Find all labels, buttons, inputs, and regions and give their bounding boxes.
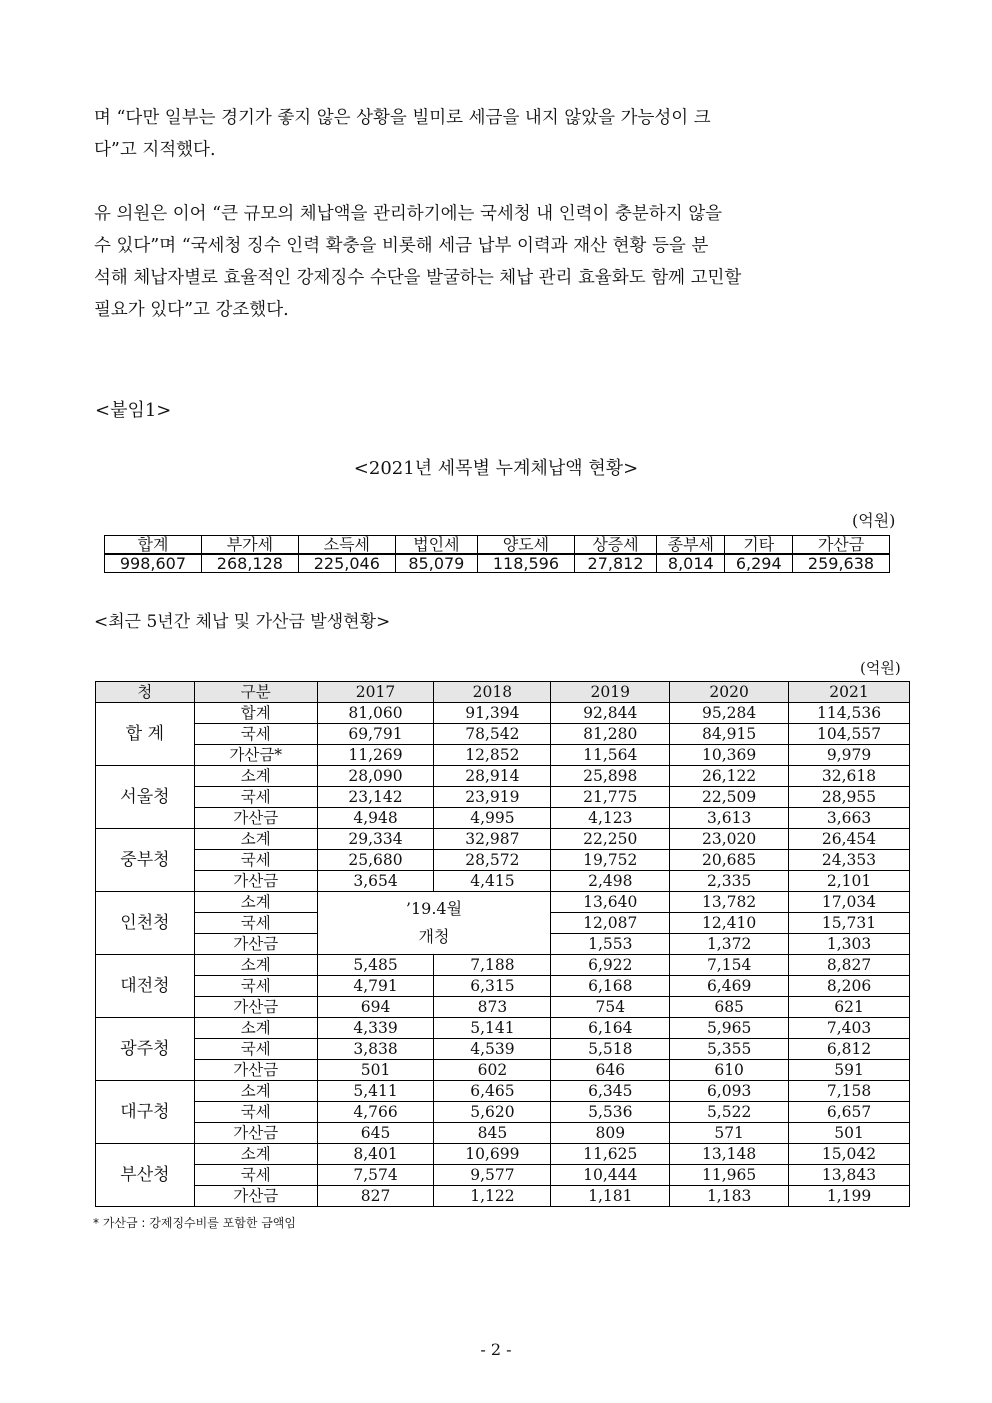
- table-cell: 3,613: [670, 808, 789, 829]
- table-row: [96, 997, 910, 1018]
- table-cell: 591: [789, 1060, 910, 1081]
- table-cell: 92,844: [551, 703, 670, 724]
- table-cell: 10,699: [434, 1144, 551, 1165]
- table-cell: 12,087: [551, 913, 670, 934]
- table-cell: 95,284: [670, 703, 789, 724]
- agency-name: 합 계: [96, 703, 195, 766]
- table-cell: 5,485: [317, 955, 434, 976]
- table1-unit: (억원): [852, 511, 896, 530]
- table-cell: 7,188: [434, 955, 551, 976]
- table-cell: 610: [670, 1060, 789, 1081]
- table-cell: 6,168: [551, 976, 670, 997]
- table-cell: 7,154: [670, 955, 789, 976]
- text-line: 석해 체납자별로 효율적인 강제징수 수단을 발굴하는 체납 관리 효율화도 함께 고민할: [94, 268, 742, 288]
- row-label: 가산금: [194, 808, 317, 829]
- row-label: 국세: [194, 724, 317, 745]
- row-label: 소계: [194, 892, 317, 913]
- column-header: 구분: [194, 682, 317, 703]
- column-header: 부가세: [201, 536, 298, 555]
- table-cell: 22,509: [670, 787, 789, 808]
- table2-unit: (억원): [860, 659, 901, 677]
- table-cell: 9,577: [434, 1165, 551, 1186]
- table-cell: 8,827: [789, 955, 910, 976]
- agency-name: 대구청: [96, 1081, 195, 1144]
- column-header: 2017: [317, 682, 434, 703]
- table-row: [96, 892, 910, 913]
- row-label: 국세: [194, 850, 317, 871]
- agency-name: 부산청: [96, 1144, 195, 1207]
- table-cell: 4,415: [434, 871, 551, 892]
- table-cell: 5,355: [670, 1039, 789, 1060]
- table-row: [96, 808, 910, 829]
- table-cell: 84,915: [670, 724, 789, 745]
- table-row: [96, 871, 910, 892]
- paragraph-1: [94, 102, 900, 166]
- table-cell: 501: [317, 1060, 434, 1081]
- row-label: 국세: [194, 1102, 317, 1123]
- row-label: 국세: [194, 1039, 317, 1060]
- table-row: [96, 1018, 910, 1039]
- arrears-trend-table: [95, 681, 910, 1207]
- table-cell: 7,403: [789, 1018, 910, 1039]
- table-row: [96, 850, 910, 871]
- table-row: [96, 829, 910, 850]
- table-cell: 2,498: [551, 871, 670, 892]
- column-header: 양도세: [477, 536, 574, 555]
- table-cell: 24,353: [789, 850, 910, 871]
- table-cell: 6,922: [551, 955, 670, 976]
- table-row: [96, 1081, 910, 1102]
- table-cell: 2,335: [670, 871, 789, 892]
- column-header: 기타: [725, 536, 793, 555]
- table-cell: 1,183: [670, 1186, 789, 1207]
- table1-title: <2021년 세목별 누계체납액 현황>: [353, 458, 639, 479]
- table-cell: 6,657: [789, 1102, 910, 1123]
- table-cell: 1,122: [434, 1186, 551, 1207]
- text-line: 수 있다”며 “국세청 징수 인력 확충을 비롯해 세금 납부 이력과 재산 현황 등을 분: [94, 236, 709, 256]
- table-row: [96, 724, 910, 745]
- table-cell: 4,791: [317, 976, 434, 997]
- column-header: 상증세: [574, 536, 656, 555]
- table-cell: 685: [670, 997, 789, 1018]
- agency-name: 서울청: [96, 766, 195, 829]
- table-row: [96, 766, 910, 787]
- table-cell: 2,101: [789, 871, 910, 892]
- table-row: [96, 745, 910, 766]
- header-row: [96, 682, 910, 703]
- table-cell: 15,731: [789, 913, 910, 934]
- table-cell: 25,680: [317, 850, 434, 871]
- table-cell: 11,564: [551, 745, 670, 766]
- table-cell: 25,898: [551, 766, 670, 787]
- row-label: 가산금: [194, 997, 317, 1018]
- table-cell: 4,948: [317, 808, 434, 829]
- table-cell: 7,574: [317, 1165, 434, 1186]
- table-cell: 26,454: [789, 829, 910, 850]
- table-cell: 1,181: [551, 1186, 670, 1207]
- table-row: [96, 1039, 910, 1060]
- column-header: 가산금: [793, 536, 890, 555]
- table-cell: 998,607: [105, 554, 202, 573]
- row-label: 가산금: [194, 934, 317, 955]
- column-header: 소득세: [298, 536, 395, 555]
- table-cell: 21,775: [551, 787, 670, 808]
- column-header: 합계: [105, 536, 202, 555]
- table-row: [96, 703, 910, 724]
- table2-title: <최근 5년간 체납 및 가산금 발생현황>: [94, 612, 391, 632]
- table-cell: 17,034: [789, 892, 910, 913]
- table-cell: 1,372: [670, 934, 789, 955]
- table-cell: 9,979: [789, 745, 910, 766]
- table-cell: 69,791: [317, 724, 434, 745]
- table-cell: 5,536: [551, 1102, 670, 1123]
- column-header: 법인세: [395, 536, 477, 555]
- table-cell: 5,965: [670, 1018, 789, 1039]
- table-cell: 8,014: [657, 554, 725, 573]
- table-cell: 6,345: [551, 1081, 670, 1102]
- table-cell: 4,766: [317, 1102, 434, 1123]
- table-cell: 5,620: [434, 1102, 551, 1123]
- table-cell: 602: [434, 1060, 551, 1081]
- table-cell: 6,812: [789, 1039, 910, 1060]
- table-cell: 20,685: [670, 850, 789, 871]
- row-label: 가산금: [194, 1123, 317, 1144]
- table-cell: 3,654: [317, 871, 434, 892]
- table-cell: 104,557: [789, 724, 910, 745]
- agency-name: 중부청: [96, 829, 195, 892]
- row-label: 소계: [194, 955, 317, 976]
- table-cell: 754: [551, 997, 670, 1018]
- table-cell: 646: [551, 1060, 670, 1081]
- table-cell: 268,128: [201, 554, 298, 573]
- table-cell: 694: [317, 997, 434, 1018]
- table-cell: 22,250: [551, 829, 670, 850]
- table-cell: 78,542: [434, 724, 551, 745]
- row-label: 국세: [194, 1165, 317, 1186]
- table-cell: 114,536: [789, 703, 910, 724]
- row-label: 소계: [194, 766, 317, 787]
- table-row: [96, 1102, 910, 1123]
- table-cell: 23,919: [434, 787, 551, 808]
- table-cell: 15,042: [789, 1144, 910, 1165]
- text-line: 다”고 지적했다.: [94, 140, 216, 160]
- table-cell: 4,539: [434, 1039, 551, 1060]
- table-cell: 8,401: [317, 1144, 434, 1165]
- row-label: 국세: [194, 976, 317, 997]
- table-cell: 12,410: [670, 913, 789, 934]
- table-cell: 3,838: [317, 1039, 434, 1060]
- row-label: 가산금*: [194, 745, 317, 766]
- column-header: 종부세: [657, 536, 725, 555]
- table-cell: 11,269: [317, 745, 434, 766]
- table-cell: 5,522: [670, 1102, 789, 1123]
- table-cell: 4,123: [551, 808, 670, 829]
- row-label: 합계: [194, 703, 317, 724]
- row-label: 소계: [194, 1081, 317, 1102]
- table-row: [96, 976, 910, 997]
- table-cell: 11,965: [670, 1165, 789, 1186]
- table-cell: 28,914: [434, 766, 551, 787]
- table-cell: 28,572: [434, 850, 551, 871]
- agency-name: 인천청: [96, 892, 195, 955]
- footnote: * 가산금 : 강제징수비를 포함한 금액임: [93, 1216, 296, 1230]
- column-header: 청: [96, 682, 195, 703]
- table-cell: 5,411: [317, 1081, 434, 1102]
- row-label: 국세: [194, 787, 317, 808]
- table-cell: 6,093: [670, 1081, 789, 1102]
- table-cell: 571: [670, 1123, 789, 1144]
- table-cell: 4,339: [317, 1018, 434, 1039]
- table-row: [96, 1123, 910, 1144]
- table-cell: 28,955: [789, 787, 910, 808]
- text-line: 유 의원은 이어 “큰 규모의 체납액을 관리하기에는 국세청 내 인력이 충분하지 않을: [94, 204, 722, 224]
- table-cell: 6,164: [551, 1018, 670, 1039]
- table-cell: 1,199: [789, 1186, 910, 1207]
- row-label: 소계: [194, 1018, 317, 1039]
- table-cell: 259,638: [793, 554, 890, 573]
- agency-name: 대전청: [96, 955, 195, 1018]
- row-label: 가산금: [194, 1060, 317, 1081]
- table-cell: 1,303: [789, 934, 910, 955]
- column-header: 2020: [670, 682, 789, 703]
- row-label: 가산금: [194, 1186, 317, 1207]
- table-row: [96, 1060, 910, 1081]
- table-cell: 6,315: [434, 976, 551, 997]
- table-cell: 12,852: [434, 745, 551, 766]
- table-cell: 10,444: [551, 1165, 670, 1186]
- table-cell: 873: [434, 997, 551, 1018]
- table-cell: 11,625: [551, 1144, 670, 1165]
- table-cell: 4,995: [434, 808, 551, 829]
- table-cell: 91,394: [434, 703, 551, 724]
- page-number: - 2 -: [480, 1340, 512, 1359]
- table-cell: 85,079: [395, 554, 477, 573]
- table-row: [96, 955, 910, 976]
- table-cell: 32,618: [789, 766, 910, 787]
- paragraph-2: [94, 198, 900, 326]
- table-cell: 845: [434, 1123, 551, 1144]
- table-cell: 6,294: [725, 554, 793, 573]
- table-row: [96, 1144, 910, 1165]
- table-cell: 81,280: [551, 724, 670, 745]
- row-label: 소계: [194, 829, 317, 850]
- table-cell: 809: [551, 1123, 670, 1144]
- table-cell: 13,640: [551, 892, 670, 913]
- table-cell: 7,158: [789, 1081, 910, 1102]
- table-cell: 13,782: [670, 892, 789, 913]
- column-header: 2021: [789, 682, 910, 703]
- table-cell: 5,518: [551, 1039, 670, 1060]
- table-row: [96, 1186, 910, 1207]
- table-cell: 23,020: [670, 829, 789, 850]
- table-cell: 501: [789, 1123, 910, 1144]
- table-cell: 827: [317, 1186, 434, 1207]
- table-cell: 225,046: [298, 554, 395, 573]
- table-cell: 81,060: [317, 703, 434, 724]
- table-cell: 29,334: [317, 829, 434, 850]
- table-cell: 27,812: [574, 554, 656, 573]
- opening-note: [317, 892, 551, 955]
- table-cell: 8,206: [789, 976, 910, 997]
- table-cell: 10,369: [670, 745, 789, 766]
- attachment-label: <붙임1>: [95, 400, 172, 421]
- table-cell: 19,752: [551, 850, 670, 871]
- row-label: 가산금: [194, 871, 317, 892]
- table-cell: 13,148: [670, 1144, 789, 1165]
- table-row: [96, 1165, 910, 1186]
- table-cell: 26,122: [670, 766, 789, 787]
- row-label: 국세: [194, 913, 317, 934]
- table-cell: 118,596: [477, 554, 574, 573]
- table-cell: 5,141: [434, 1018, 551, 1039]
- table-cell: 645: [317, 1123, 434, 1144]
- agency-name: 광주청: [96, 1018, 195, 1081]
- table-row: [96, 787, 910, 808]
- note-line: ’19.4월: [405, 899, 463, 918]
- table-cell: 621: [789, 997, 910, 1018]
- column-header: 2019: [551, 682, 670, 703]
- tax-arrears-table: [104, 535, 890, 573]
- table-cell: 6,469: [670, 976, 789, 997]
- column-header: 2018: [434, 682, 551, 703]
- table-cell: 23,142: [317, 787, 434, 808]
- text-line: 필요가 있다”고 강조했다.: [94, 300, 289, 320]
- row-label: 소계: [194, 1144, 317, 1165]
- table-cell: 6,465: [434, 1081, 551, 1102]
- table-cell: 28,090: [317, 766, 434, 787]
- table-cell: 3,663: [789, 808, 910, 829]
- note-line: 개청: [418, 927, 450, 946]
- table-cell: 32,987: [434, 829, 551, 850]
- table-cell: 1,553: [551, 934, 670, 955]
- text-line: 며 “다만 일부는 경기가 좋지 않은 상황을 빌미로 세금을 내지 않았을 가능성이 크: [94, 108, 711, 128]
- table-cell: 13,843: [789, 1165, 910, 1186]
